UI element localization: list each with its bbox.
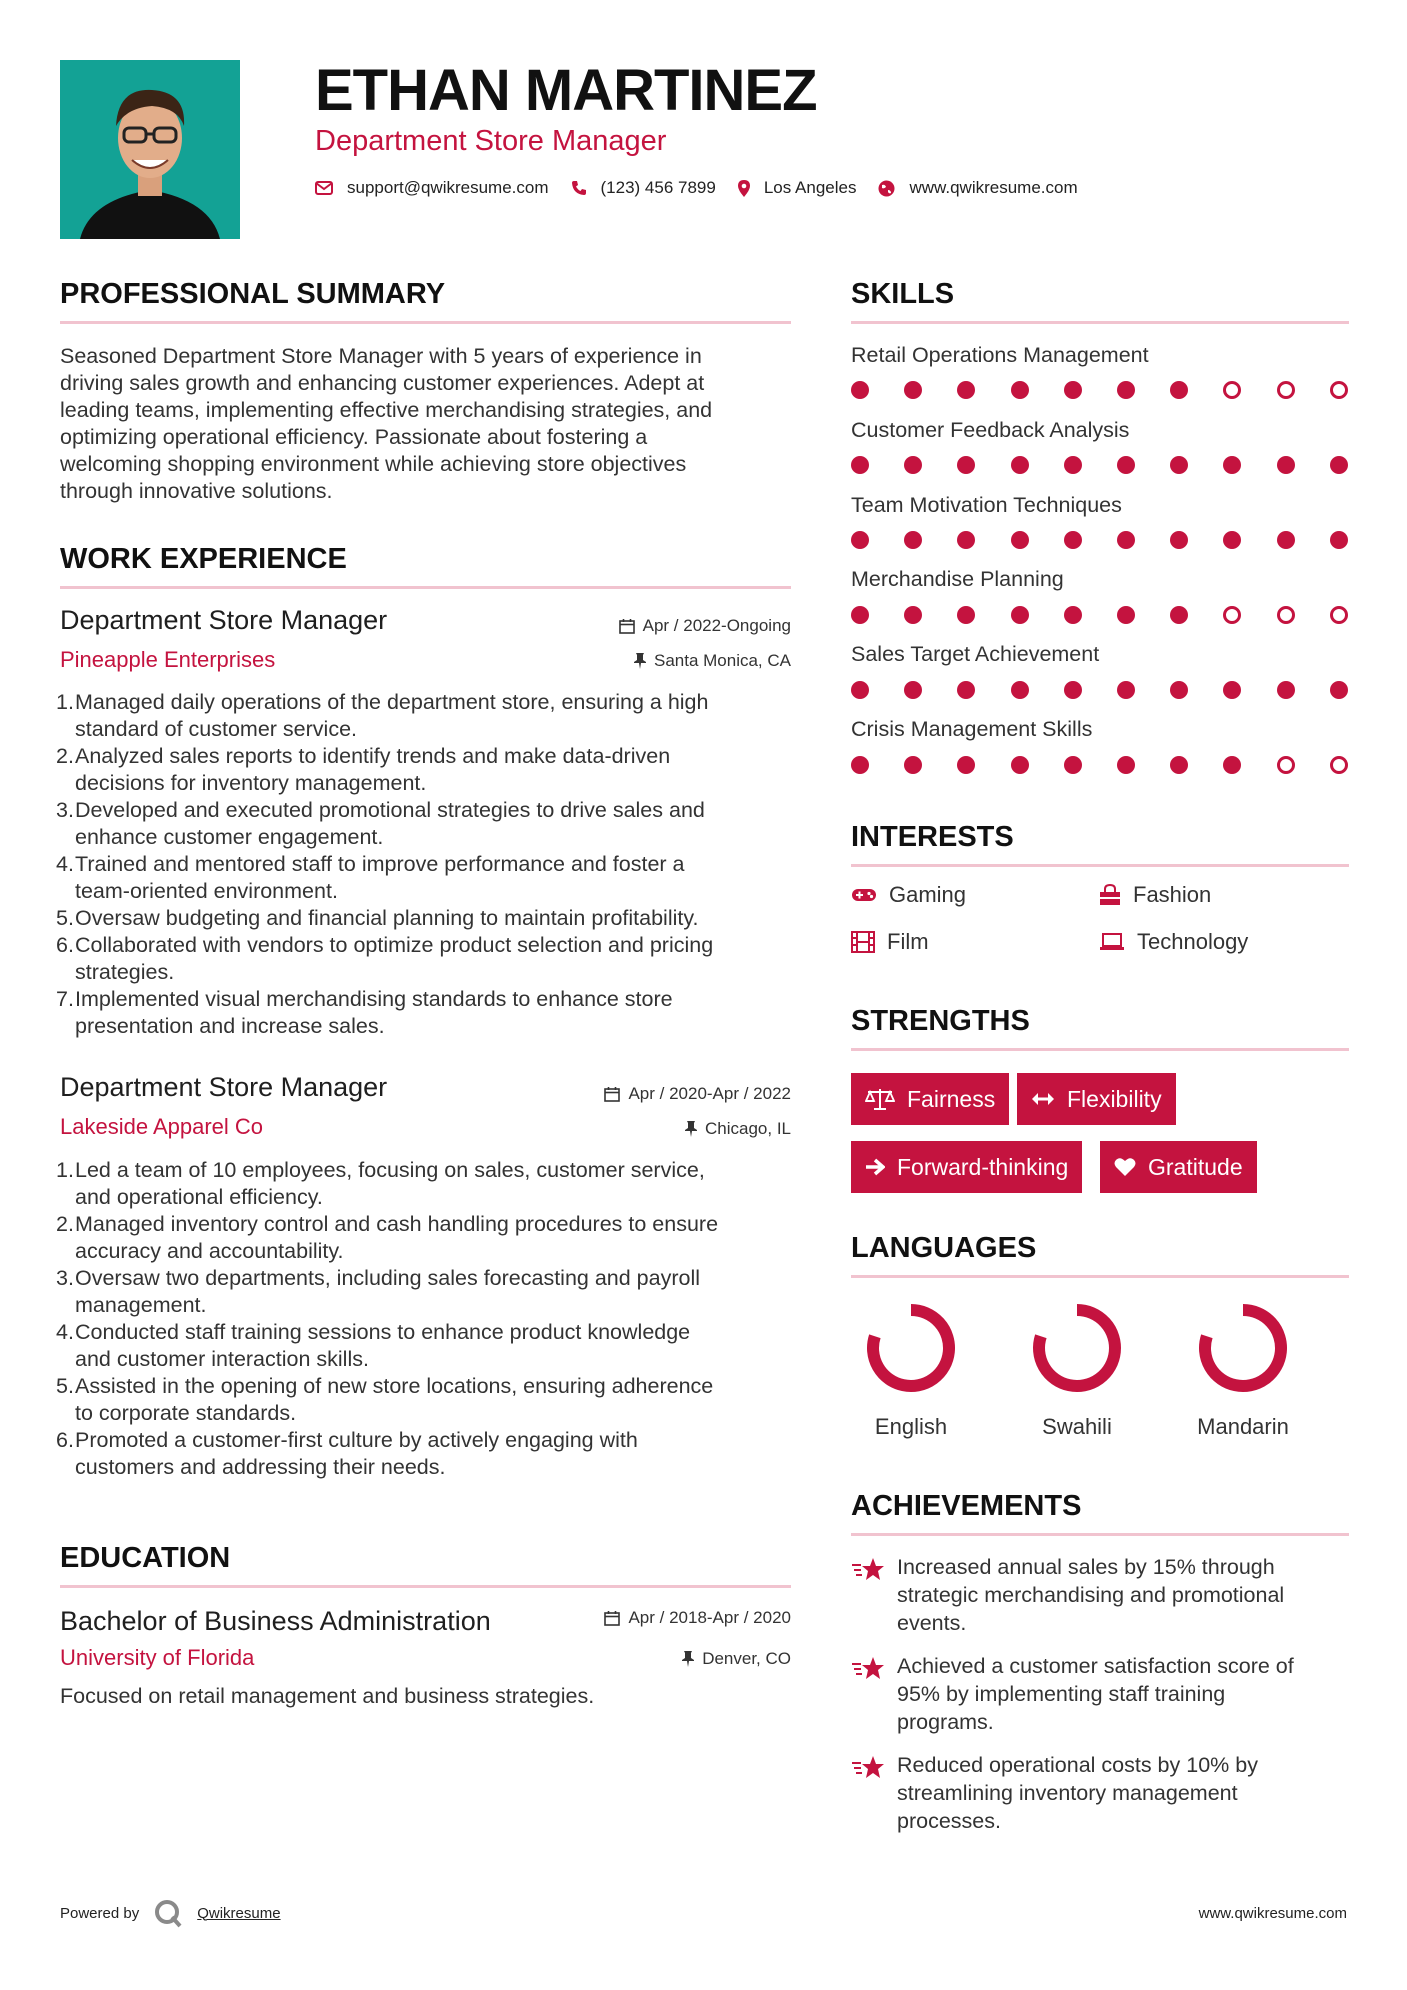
education-section-heading bbox=[60, 1541, 791, 1588]
achievement-line: streamlining inventory management bbox=[897, 1781, 1238, 1805]
arrow-right-icon bbox=[865, 1157, 885, 1177]
skill-dot-filled bbox=[851, 681, 869, 699]
strength-label: Fairness bbox=[907, 1085, 996, 1112]
skill-dot-filled bbox=[904, 381, 922, 399]
interest-label: Technology bbox=[1137, 929, 1249, 954]
section-divider bbox=[851, 1275, 1349, 1278]
skill-dot-empty bbox=[1277, 756, 1295, 774]
experience-title: WORK EXPERIENCE bbox=[60, 543, 347, 575]
job-title: Department Store Manager bbox=[60, 605, 388, 635]
skill-rating bbox=[851, 381, 1349, 401]
laptop-icon bbox=[1099, 933, 1125, 951]
education-dates-text: Apr / 2018-Apr / 2020 bbox=[628, 1608, 791, 1627]
list-item: 2. Analyzed sales reports to identify trends and make data-driven decisions for inventory management. bbox=[56, 744, 671, 795]
language-label: Mandarin bbox=[1197, 1414, 1289, 1439]
company-name: Lakeside Apparel Co bbox=[60, 1114, 264, 1139]
skill-dot-filled bbox=[1117, 456, 1135, 474]
skill-dot-filled bbox=[1117, 606, 1135, 624]
achievement-line: 95% by implementing staff training bbox=[897, 1682, 1226, 1706]
pushpin-icon bbox=[685, 1121, 697, 1137]
achievement-line: events. bbox=[897, 1611, 967, 1635]
star-icon bbox=[851, 1656, 885, 1682]
achievements-title: ACHIEVEMENTS bbox=[851, 1490, 1082, 1522]
skill-dot-filled bbox=[1223, 531, 1241, 549]
education-title: EDUCATION bbox=[60, 1542, 231, 1574]
pushpin-icon bbox=[634, 653, 646, 669]
achievement-item bbox=[851, 1553, 1349, 1637]
skill-name: Customer Feedback Analysis bbox=[851, 418, 1130, 442]
section-divider bbox=[851, 864, 1349, 867]
achievement-line: Increased annual sales by 15% through bbox=[897, 1555, 1275, 1579]
contact-email[interactable] bbox=[315, 178, 549, 198]
experience-section-heading bbox=[60, 542, 791, 589]
company-name: Pineapple Enterprises bbox=[60, 647, 276, 672]
skill-dot-filled bbox=[1170, 381, 1188, 399]
skill-dot-filled bbox=[957, 456, 975, 474]
achievement-item bbox=[851, 1652, 1349, 1736]
education-dates bbox=[604, 1608, 791, 1628]
footer-powered-by bbox=[60, 1898, 281, 1928]
balance-scale-icon bbox=[865, 1088, 895, 1110]
achievement-line: processes. bbox=[897, 1809, 1001, 1833]
candidate-role: Department Store Manager bbox=[315, 125, 667, 157]
summary-section-heading bbox=[60, 277, 791, 324]
skill-dot-filled bbox=[957, 381, 975, 399]
summary-line: welcoming shopping environment while achieving store objectives bbox=[60, 452, 687, 476]
job-bullets bbox=[56, 1157, 796, 1481]
language-item bbox=[1017, 1302, 1137, 1440]
summary-line: optimizing operational efficiency. Passionate about fostering a bbox=[60, 425, 648, 449]
skill-dot-filled bbox=[1064, 456, 1082, 474]
degree-title: Bachelor of Business Administration bbox=[60, 1606, 491, 1636]
skill-dot-empty bbox=[1330, 756, 1348, 774]
skill-dot-empty bbox=[1223, 606, 1241, 624]
skills-title: SKILLS bbox=[851, 278, 955, 310]
language-item bbox=[851, 1302, 971, 1440]
list-item: 4. Trained and mentored staff to improve performance and foster a team-oriented environment. bbox=[56, 852, 685, 903]
strengths-title: STRENGTHS bbox=[851, 1005, 1030, 1037]
calendar-icon bbox=[604, 1610, 620, 1626]
language-label: English bbox=[874, 1414, 948, 1439]
education-location bbox=[682, 1649, 791, 1669]
skill-dot-filled bbox=[851, 456, 869, 474]
list-item: 1. Led a team of 10 employees, focusing on sales, customer service, and operational efficiency. bbox=[56, 1158, 705, 1209]
candidate-name: ETHAN MARTINEZ bbox=[315, 58, 817, 123]
section-divider bbox=[851, 1533, 1349, 1536]
achievement-line: Achieved a customer satisfaction score of bbox=[897, 1654, 1294, 1678]
skill-dot-filled bbox=[1117, 381, 1135, 399]
skill-dot-filled bbox=[1170, 606, 1188, 624]
job-bullets bbox=[56, 689, 796, 1040]
skill-dot-filled bbox=[957, 531, 975, 549]
job-dates-text: Apr / 2022-Ongoing bbox=[642, 616, 791, 635]
skill-name: Crisis Management Skills bbox=[851, 717, 1093, 741]
interest-item bbox=[1099, 882, 1211, 908]
list-item: 1. Managed daily operations of the department store, ensuring a high standard of customer service. bbox=[56, 690, 709, 741]
language-level-arc bbox=[1039, 1310, 1115, 1386]
achievements-section-heading bbox=[851, 1489, 1349, 1536]
skill-dot-filled bbox=[904, 531, 922, 549]
skill-dot-filled bbox=[851, 756, 869, 774]
calendar-icon bbox=[604, 1086, 620, 1102]
globe-icon bbox=[878, 180, 895, 197]
skill-dot-filled bbox=[851, 381, 869, 399]
skill-name: Team Motivation Techniques bbox=[851, 493, 1122, 517]
language-progress-ring bbox=[1031, 1302, 1123, 1394]
skill-rating bbox=[851, 681, 1349, 701]
interests-section-heading bbox=[851, 820, 1349, 867]
skill-dot-filled bbox=[1170, 531, 1188, 549]
interest-item bbox=[851, 929, 929, 955]
list-item: 3. Developed and executed promotional strategies to drive sales and enhance customer engagement. bbox=[56, 798, 705, 849]
achievement-line: strategic merchandising and promotional bbox=[897, 1583, 1285, 1607]
skill-dot-filled bbox=[1011, 681, 1029, 699]
section-divider bbox=[60, 321, 791, 324]
footer-website[interactable]: www.qwikresume.com bbox=[1198, 1905, 1347, 1922]
contact-location bbox=[738, 178, 857, 198]
film-icon bbox=[851, 931, 875, 953]
job-location bbox=[685, 1119, 791, 1139]
list-item: 6. Promoted a customer-first culture by actively engaging with customers and addressing their needs. bbox=[56, 1428, 638, 1479]
skill-dot-filled bbox=[1064, 381, 1082, 399]
interest-label: Film bbox=[887, 929, 929, 954]
skill-dot-filled bbox=[1064, 606, 1082, 624]
skill-dot-filled bbox=[1330, 456, 1348, 474]
skill-dot-filled bbox=[851, 606, 869, 624]
skill-dot-filled bbox=[904, 681, 922, 699]
school-name: University of Florida bbox=[60, 1645, 255, 1670]
skill-dot-filled bbox=[1011, 531, 1029, 549]
website-text: www.qwikresume.com bbox=[909, 178, 1078, 197]
summary-line: Seasoned Department Store Manager with 5 years of experience in bbox=[60, 344, 702, 368]
location-text: Los Angeles bbox=[763, 178, 857, 197]
education-location-text: Denver, CO bbox=[702, 1649, 791, 1668]
list-item: 3. Oversaw two departments, including sales forecasting and payroll management. bbox=[56, 1266, 701, 1317]
contact-website[interactable] bbox=[878, 178, 1077, 198]
list-item: 4. Conducted staff training sessions to enhance product knowledge and customer interaction skills. bbox=[56, 1320, 691, 1371]
job-location-text: Chicago, IL bbox=[705, 1119, 791, 1138]
skill-dot-filled bbox=[1011, 606, 1029, 624]
section-divider bbox=[851, 321, 1349, 324]
job-dates-text: Apr / 2020-Apr / 2022 bbox=[628, 1084, 791, 1103]
brand-link[interactable]: Qwikresume bbox=[197, 1904, 281, 1922]
job-dates bbox=[604, 1084, 791, 1104]
skill-rating bbox=[851, 531, 1349, 551]
languages-title: LANGUAGES bbox=[851, 1232, 1037, 1264]
skill-dot-filled bbox=[1011, 456, 1029, 474]
strength-label: Gratitude bbox=[1148, 1153, 1243, 1180]
envelope-icon bbox=[315, 181, 333, 195]
skills-section-heading bbox=[851, 277, 1349, 324]
skill-dot-filled bbox=[1011, 756, 1029, 774]
star-icon bbox=[851, 1755, 885, 1781]
strengths-section-heading bbox=[851, 1004, 1349, 1051]
skill-dot-filled bbox=[1277, 531, 1295, 549]
qwikresume-logo-icon bbox=[153, 1898, 183, 1928]
interests-title: INTERESTS bbox=[851, 821, 1014, 853]
phone-text: (123) 456 7899 bbox=[600, 178, 716, 197]
contact-bar bbox=[315, 178, 1100, 198]
summary-line: through innovative solutions. bbox=[60, 479, 333, 503]
skill-rating bbox=[851, 606, 1349, 626]
skill-dot-filled bbox=[957, 606, 975, 624]
arrows-horizontal-icon bbox=[1031, 1092, 1055, 1106]
section-divider bbox=[60, 1585, 791, 1588]
contact-phone[interactable] bbox=[571, 178, 716, 198]
language-item bbox=[1183, 1302, 1303, 1440]
language-label: Swahili bbox=[1042, 1414, 1112, 1439]
skill-dot-filled bbox=[1223, 756, 1241, 774]
job-dates bbox=[619, 616, 791, 636]
phone-icon bbox=[571, 180, 587, 196]
skill-dot-filled bbox=[1170, 756, 1188, 774]
list-item: 7. Implemented visual merchandising standards to enhance store presentation and increase sales. bbox=[56, 987, 673, 1038]
summary-line: leading teams, implementing effective merchandising strategies, and bbox=[60, 398, 713, 422]
strength-chip bbox=[1017, 1073, 1176, 1125]
map-pin-icon bbox=[738, 180, 750, 197]
skill-rating bbox=[851, 756, 1349, 776]
strength-chip bbox=[851, 1141, 1082, 1193]
list-item: 6. Collaborated with vendors to optimize product selection and pricing strategies. bbox=[56, 933, 714, 984]
shopping-bag-icon bbox=[1099, 884, 1121, 906]
skill-rating bbox=[851, 456, 1349, 476]
list-item: 2. Managed inventory control and cash handling procedures to ensure accuracy and accountability. bbox=[56, 1212, 719, 1263]
powered-by-text: Powered by bbox=[60, 1904, 140, 1922]
skill-dot-filled bbox=[1170, 681, 1188, 699]
job-location-text: Santa Monica, CA bbox=[653, 651, 791, 670]
section-divider bbox=[851, 1048, 1349, 1051]
achievement-item bbox=[851, 1751, 1349, 1835]
language-progress-ring bbox=[1197, 1302, 1289, 1394]
job-location bbox=[634, 651, 791, 671]
skill-dot-filled bbox=[1117, 681, 1135, 699]
section-divider bbox=[60, 586, 791, 589]
heart-icon bbox=[1114, 1157, 1136, 1177]
skill-dot-filled bbox=[1064, 756, 1082, 774]
skill-dot-filled bbox=[1170, 456, 1188, 474]
skill-dot-empty bbox=[1330, 381, 1348, 399]
list-item: 5. Oversaw budgeting and financial planning to maintain profitability. bbox=[56, 906, 699, 930]
skill-dot-filled bbox=[1330, 531, 1348, 549]
interest-item bbox=[1099, 929, 1248, 955]
skill-dot-filled bbox=[904, 756, 922, 774]
strength-chip bbox=[1100, 1141, 1257, 1193]
skill-dot-filled bbox=[1064, 681, 1082, 699]
skill-dot-empty bbox=[1330, 606, 1348, 624]
language-progress-ring bbox=[865, 1302, 957, 1394]
skill-dot-filled bbox=[1117, 531, 1135, 549]
job-title: Department Store Manager bbox=[60, 1072, 388, 1102]
summary-line: driving sales growth and enhancing customer experiences. Adept at bbox=[60, 371, 705, 395]
interest-label: Gaming bbox=[889, 882, 967, 907]
skill-dot-filled bbox=[1117, 756, 1135, 774]
achievement-line: Reduced operational costs by 10% by bbox=[897, 1753, 1258, 1777]
skill-dot-filled bbox=[957, 756, 975, 774]
skill-dot-empty bbox=[1223, 381, 1241, 399]
profile-photo bbox=[60, 60, 240, 239]
skill-dot-filled bbox=[1330, 681, 1348, 699]
email-text: support@qwikresume.com bbox=[347, 178, 549, 197]
skill-dot-filled bbox=[1277, 681, 1295, 699]
languages-section-heading bbox=[851, 1231, 1349, 1278]
skill-dot-filled bbox=[851, 531, 869, 549]
language-level-arc bbox=[873, 1310, 949, 1386]
skill-dot-filled bbox=[904, 456, 922, 474]
skill-dot-filled bbox=[1011, 381, 1029, 399]
skill-dot-filled bbox=[904, 606, 922, 624]
calendar-icon bbox=[619, 618, 635, 634]
summary-text bbox=[60, 343, 791, 505]
skill-name: Sales Target Achievement bbox=[851, 642, 1100, 666]
skill-dot-empty bbox=[1277, 606, 1295, 624]
gamepad-icon bbox=[851, 887, 877, 903]
skill-dot-filled bbox=[1277, 456, 1295, 474]
strength-label: Flexibility bbox=[1067, 1085, 1162, 1112]
interest-label: Fashion bbox=[1133, 882, 1212, 907]
skill-dot-filled bbox=[1223, 456, 1241, 474]
skill-name: Retail Operations Management bbox=[851, 343, 1149, 367]
achievement-line: programs. bbox=[897, 1710, 994, 1734]
strength-label: Forward-thinking bbox=[897, 1153, 1069, 1180]
list-item: 5. Assisted in the opening of new store locations, ensuring adherence to corporate standards. bbox=[56, 1374, 714, 1425]
interest-item bbox=[851, 882, 966, 908]
language-level-arc bbox=[1205, 1310, 1281, 1386]
strength-chip bbox=[851, 1073, 1009, 1125]
skill-dot-filled bbox=[1064, 531, 1082, 549]
skill-name: Merchandise Planning bbox=[851, 567, 1064, 591]
skill-dot-filled bbox=[1223, 681, 1241, 699]
skill-dot-empty bbox=[1277, 381, 1295, 399]
summary-title: PROFESSIONAL SUMMARY bbox=[60, 278, 446, 310]
skill-dot-filled bbox=[957, 681, 975, 699]
pushpin-icon bbox=[682, 1651, 694, 1667]
education-note: Focused on retail management and business strategies. bbox=[60, 1684, 595, 1708]
star-icon bbox=[851, 1557, 885, 1583]
